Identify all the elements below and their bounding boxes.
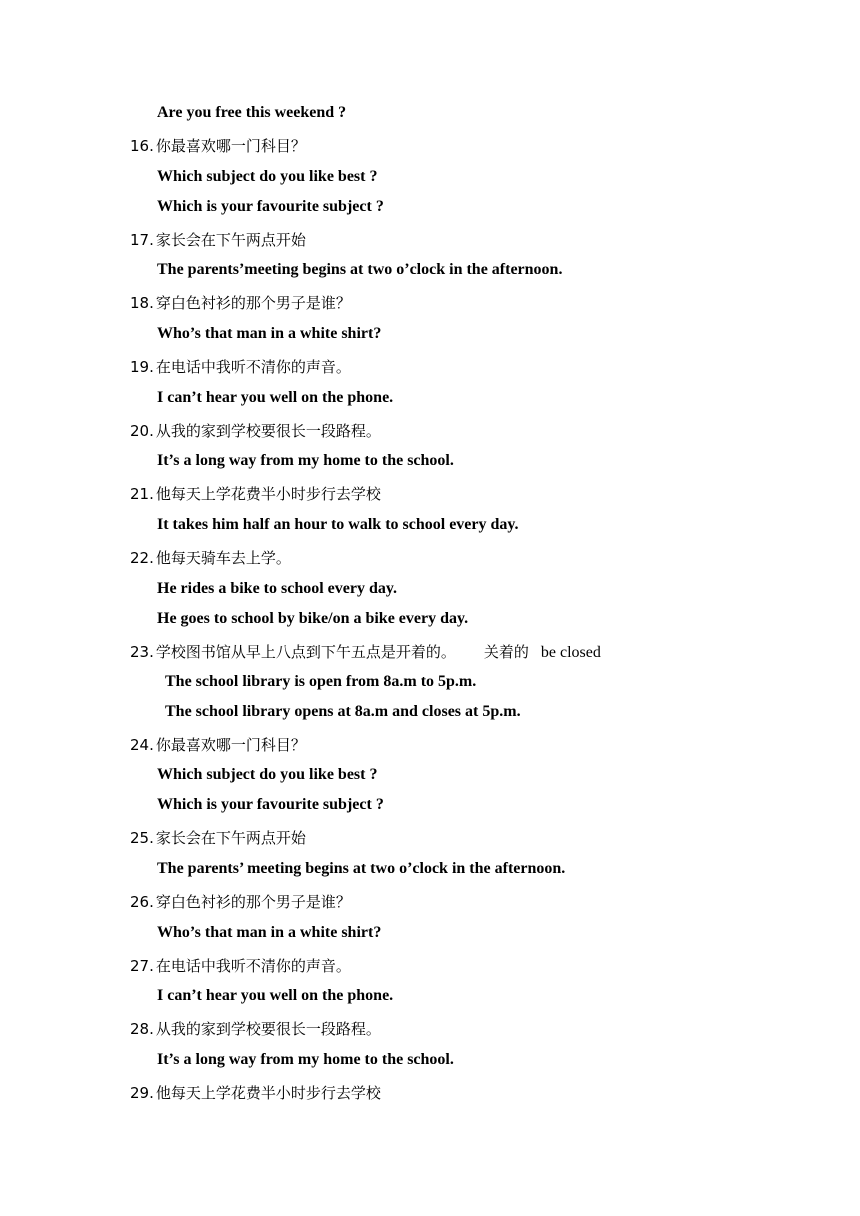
answer-line: It takes him half an hour to walk to school every day. <box>157 516 519 533</box>
answer-line: He goes to school by bike/on a bike every day. <box>157 610 469 627</box>
answer-line: Are you free this weekend ? <box>157 104 347 121</box>
question-line-22: 22. 他每天骑车去上学。 <box>130 549 291 567</box>
answer-line: Which is your favourite subject ? <box>157 198 384 215</box>
answer-line: It’s a long way from my home to the school. <box>157 1051 454 1068</box>
answer-line: Which subject do you like best ? <box>157 766 378 783</box>
question-line-26: 26. 穿白色衬衫的那个男子是谁？ <box>130 893 351 911</box>
answer-line: I can’t hear you well on the phone. <box>157 389 394 406</box>
question-line-18: 18. 穿白色衬衫的那个男子是谁？ <box>130 294 351 312</box>
answer-line: It’s a long way from my home to the school. <box>157 452 454 469</box>
answer-line: The parents’meeting begins at two o’clock in the afternoon. <box>157 261 563 278</box>
note-english: be closed <box>540 644 601 661</box>
question-line-21: 21. 他每天上学花费半小时步行去学校 <box>130 485 381 503</box>
question-line-28: 28. 从我的家到学校要很长一段路程。 <box>130 1020 381 1038</box>
answer-line: The parents’ meeting begins at two o’clock in the afternoon. <box>157 860 566 877</box>
answer-line: He rides a bike to school every day. <box>157 580 397 597</box>
question-line-16: 16. 你最喜欢哪一门科目？ <box>130 137 306 155</box>
answer-line: Who’s that man in a white shirt? <box>157 325 382 342</box>
note-chinese: 关着的 <box>483 643 529 661</box>
answer-line: The school library is open from 8a.m to 5p.m. <box>165 673 477 690</box>
question-line-23: 23. 学校图书馆从早上八点到下午五点是开着的。 关着的 be closed <box>130 643 601 661</box>
question-line-27: 27. 在电话中我听不清你的声音。 <box>130 957 351 975</box>
answer-line: Which is your favourite subject ? <box>157 796 384 813</box>
question-line-25: 25. 家长会在下午两点开始 <box>130 829 306 847</box>
answer-line: Which subject do you like best ? <box>157 168 378 185</box>
question-line-24: 24. 你最喜欢哪一门科目？ <box>130 736 306 754</box>
answer-line: I can’t hear you well on the phone. <box>157 987 394 1004</box>
question-line-29: 29. 他每天上学花费半小时步行去学校 <box>130 1084 381 1102</box>
answer-line: The school library opens at 8a.m and closes at 5p.m. <box>165 703 521 720</box>
question-line-20: 20. 从我的家到学校要很长一段路程。 <box>130 422 381 440</box>
question-line-17: 17. 家长会在下午两点开始 <box>130 231 306 249</box>
answer-line: Who’s that man in a white shirt? <box>157 924 382 941</box>
question-line-19: 19. 在电话中我听不清你的声音。 <box>130 358 351 376</box>
